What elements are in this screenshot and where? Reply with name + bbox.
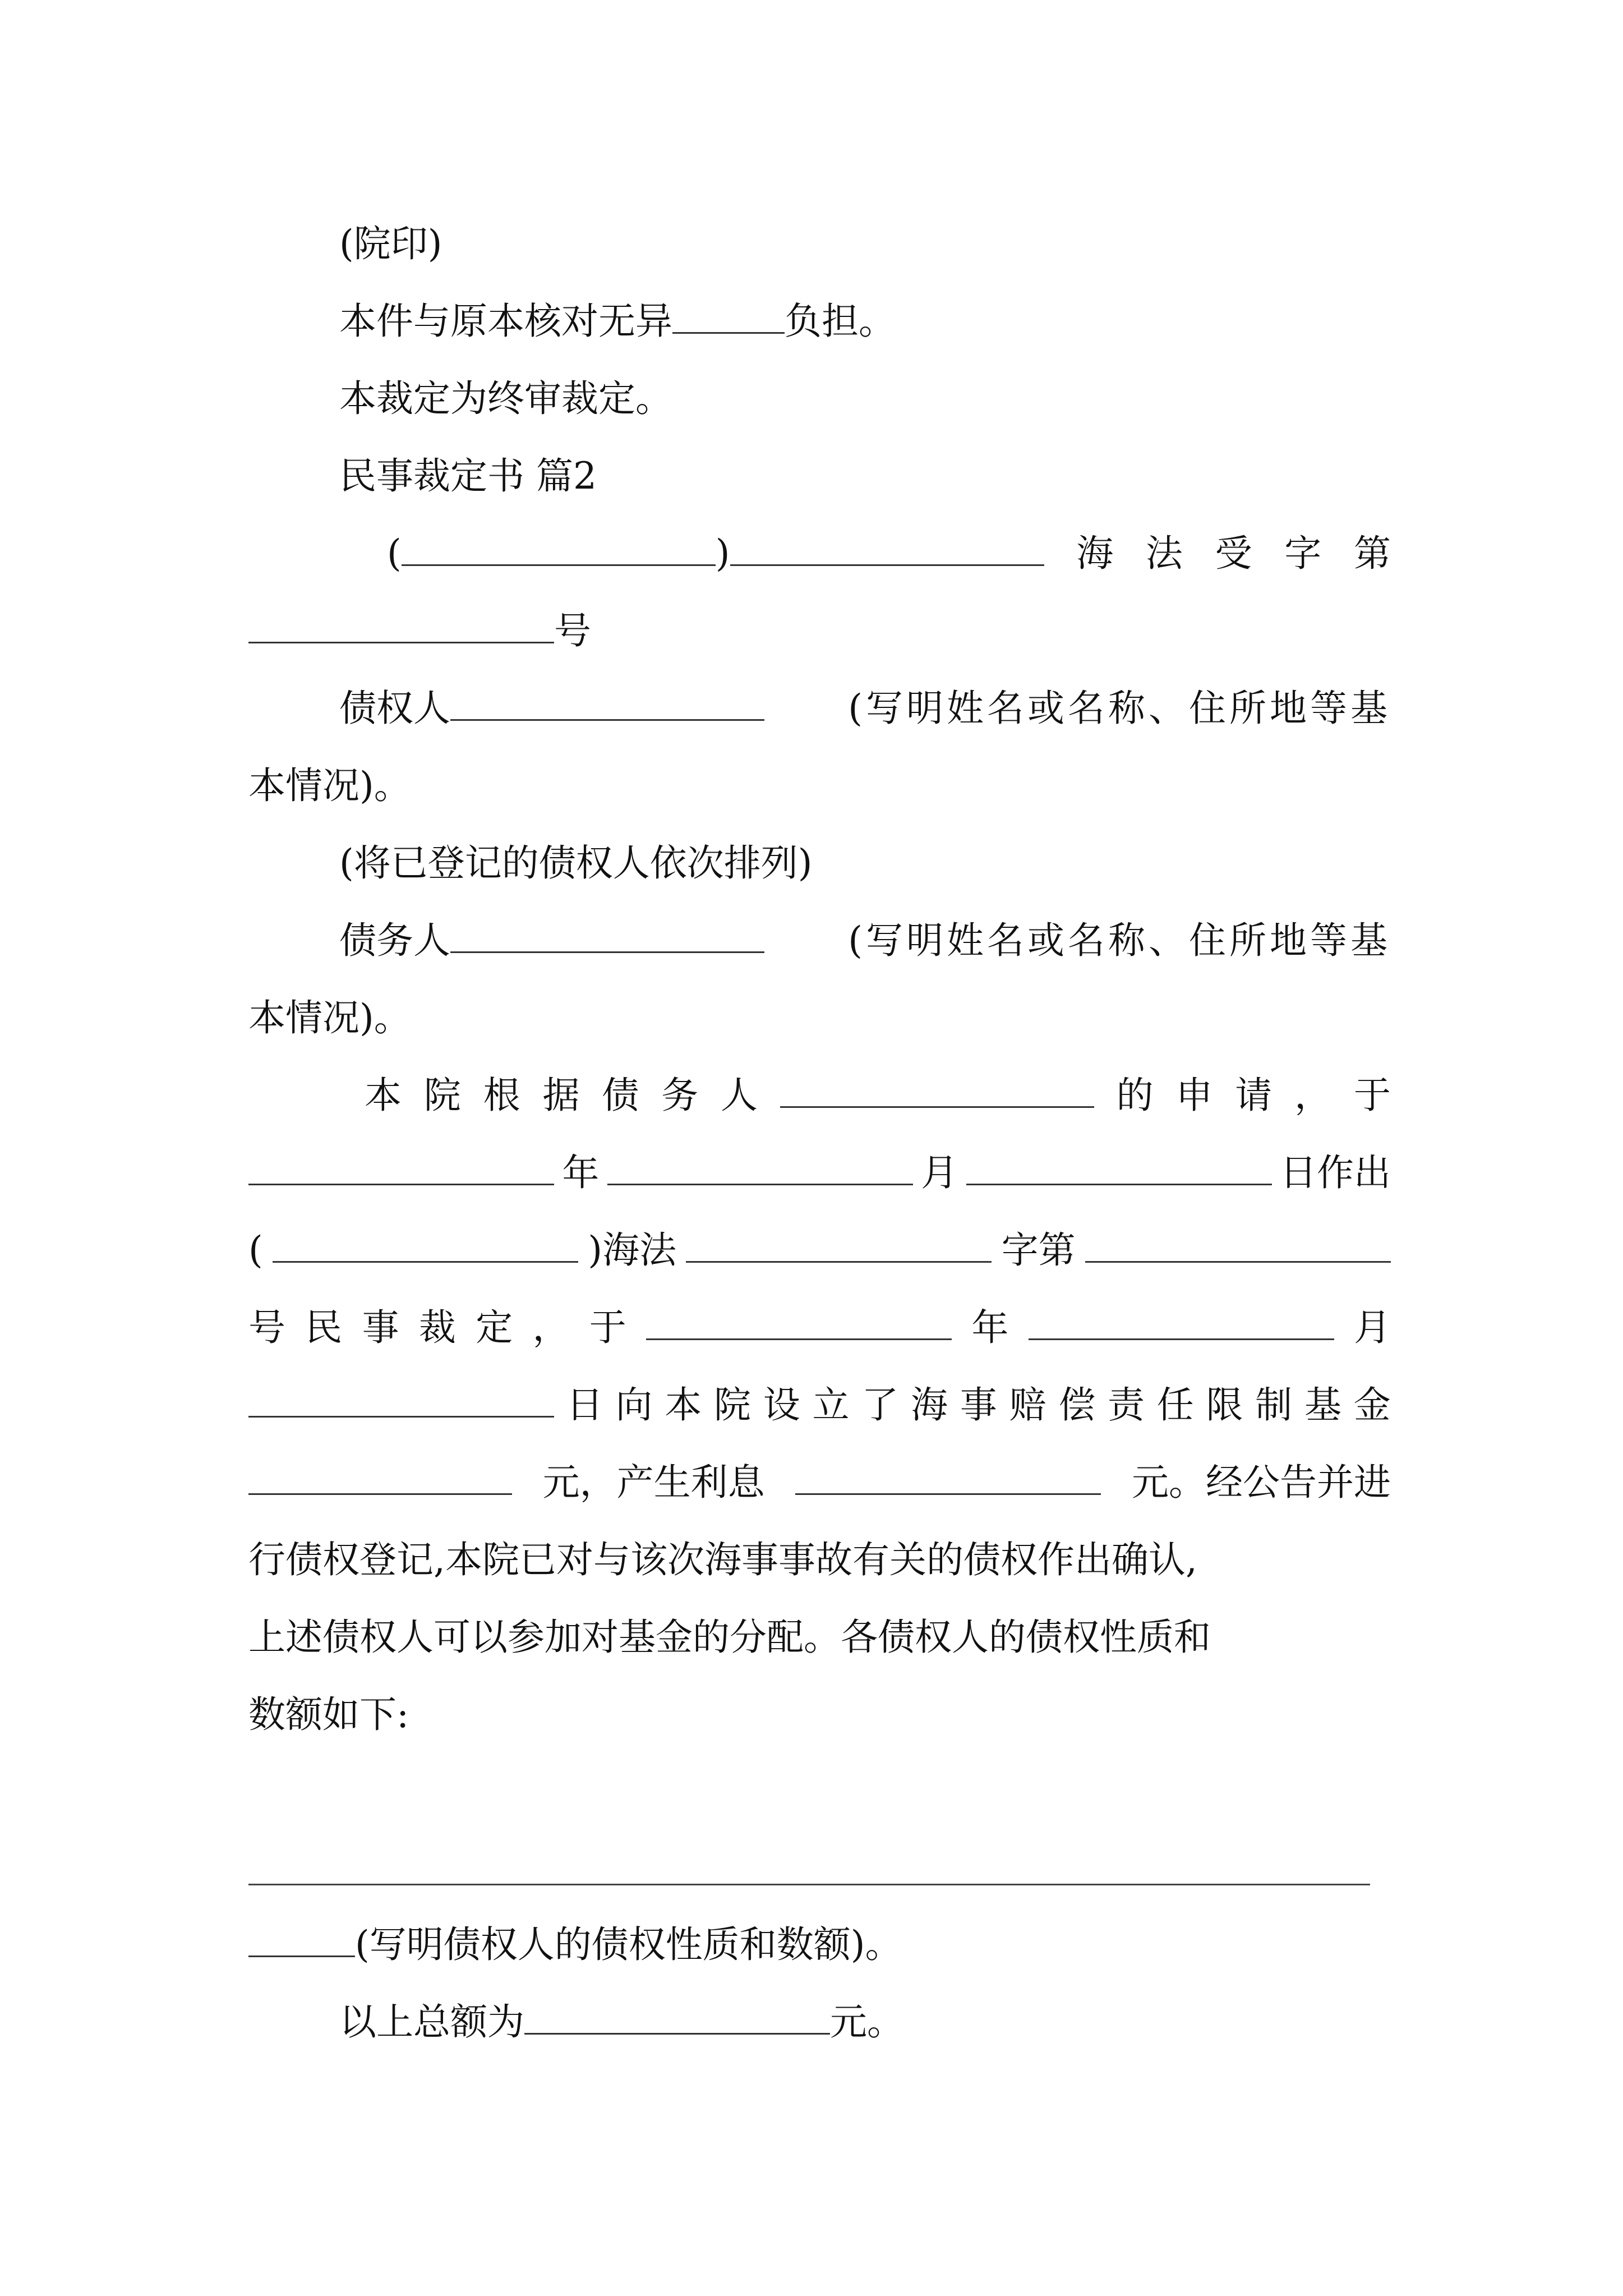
blank-field[interactable] [1029,1305,1334,1340]
char: 海 [1076,532,1114,575]
ruling-date-line [248,1148,1391,1198]
case-number-line [387,528,1391,579]
paragraph-text: 上述债权人可以参加对基金的分配。各债权人的债权性质和 [248,1616,1211,1659]
blank-field[interactable] [248,1460,512,1495]
char: 责 [1108,1383,1145,1427]
char: 受 [1215,532,1252,575]
open-paren: ( [387,532,402,575]
blank-field[interactable] [607,1150,913,1185]
debtor-instruction: (写明姓名或名称、住所地等基 [848,919,1391,962]
final-ruling-line [339,374,672,424]
paragraph-line [248,1612,1211,1663]
blank-field[interactable] [248,1150,554,1185]
fund-amount-line [248,1457,1391,1508]
paragraph-line [248,1690,409,1740]
blank-field[interactable] [450,685,764,721]
creditor-label-group [339,683,764,734]
fund-date-line [248,1303,1391,1353]
char: 第 [1353,532,1391,575]
char: 立 [812,1383,850,1427]
open-paren: ( [248,1228,263,1272]
blank-field[interactable] [273,1227,578,1263]
close-paren: ) [715,532,730,575]
char: 申 [1175,1074,1213,1117]
debtor-label: 债务人 [339,919,450,962]
burden-text: 负担。 [785,300,896,343]
blank-field[interactable] [1085,1227,1391,1263]
char: 院 [423,1074,461,1117]
creditor-line [339,683,1391,734]
char: 向 [615,1383,653,1427]
section-heading-text: 民事裁定书 篇2 [339,454,597,498]
creditor-order-text: (将已登记的债权人依次排列) [339,841,813,885]
case-number-prefix [387,528,1044,579]
day-made-label: 日作出 [1279,1151,1391,1194]
char: 定 [476,1306,513,1349]
debtor-instruction-cont: 本情况)。 [248,996,411,1039]
blank-field[interactable] [672,298,785,334]
blank-field[interactable] [966,1150,1272,1185]
char: 债 [602,1074,639,1117]
char: 偿 [1058,1383,1096,1427]
creditor-line-cont [248,761,411,811]
char: 据 [542,1074,580,1117]
char: 院 [714,1383,751,1427]
application-line [365,1070,1391,1121]
blank-field[interactable] [730,531,1044,566]
char: 赔 [1009,1383,1046,1427]
section-heading [339,451,597,501]
creditor-detail-line [248,1920,902,1970]
year-label: 年 [562,1151,600,1194]
char: ， [532,1306,570,1349]
char: 限 [1206,1383,1243,1427]
char: 号 [248,1306,285,1349]
char: 日 [566,1383,603,1427]
char: 事 [960,1383,997,1427]
paragraph-text: 行债权登记,本院已对与该次海事事故有关的债权作出确认, [248,1538,1197,1581]
paragraph-line [248,1535,1197,1585]
blank-field[interactable] [248,1922,355,1957]
creditor-label: 债权人 [339,687,450,730]
seal-text: (院印) [339,222,442,265]
maritime-court-label: )海法 [588,1228,677,1272]
fund-amount-text: 元，产生利息 [542,1461,765,1504]
char: 事 [362,1306,399,1349]
blank-field[interactable] [780,1073,1094,1108]
total-label: 以上总额为 [339,2000,524,2044]
char: 根 [483,1074,520,1117]
char: 了 [861,1383,899,1427]
currency-unit: 元。 [830,2000,904,2044]
blank-field[interactable] [686,1227,992,1263]
char: 海 [911,1383,948,1427]
char: 任 [1156,1383,1194,1427]
debtor-line [339,915,1391,966]
char: 民 [305,1306,343,1349]
case-number-tail [248,606,591,656]
char: 法 [1145,532,1183,575]
char: ， [1294,1074,1332,1117]
month-label: 月 [1353,1306,1391,1349]
char: 字 [1284,532,1322,575]
char: 裁 [418,1306,456,1349]
creditor-detail-text: (写明债权人的债权性质和数额)。 [355,1923,902,1966]
month-label: 月 [921,1151,958,1194]
char: 本 [665,1383,702,1427]
char: 人 [720,1074,758,1117]
char: 设 [763,1383,800,1427]
final-ruling-text: 本裁定为终审裁定。 [339,377,672,420]
char: 于 [1353,1074,1391,1117]
court-seal-note [339,219,442,269]
verification-line [339,296,896,347]
char: 基 [1304,1383,1341,1427]
char: 制 [1255,1383,1293,1427]
char: 务 [661,1074,699,1117]
char: 于 [589,1306,626,1349]
ruling-number-line [248,1225,1391,1276]
creditor-order-note [339,838,813,889]
interest-text: 元。经公告并进 [1131,1461,1391,1504]
total-line [339,1997,904,2047]
char: 金 [1353,1383,1391,1427]
blank-field[interactable] [646,1305,952,1340]
verification-text: 本件与原本核对无异 [339,300,672,343]
blank-field[interactable] [248,1382,554,1418]
blank-field[interactable] [450,918,764,953]
blank-field[interactable] [402,531,716,566]
debtor-line-cont [248,993,411,1043]
char: 请 [1235,1074,1272,1117]
blank-field[interactable] [524,1999,830,2035]
year-label: 年 [971,1306,1009,1349]
blank-field[interactable] [248,608,554,643]
long-blank-line[interactable] [248,1884,1370,1885]
number-suffix: 号 [554,609,591,652]
creditor-instruction: (写明姓名或名称、住所地等基 [848,687,1391,730]
fund-established-line [248,1380,1391,1430]
paragraph-text: 数额如下: [248,1693,409,1736]
blank-field[interactable] [795,1460,1101,1495]
char: 本 [365,1074,402,1117]
debtor-label-group [339,915,764,966]
character-number-label: 字第 [1001,1228,1076,1272]
char: 的 [1116,1074,1154,1117]
creditor-instruction-cont: 本情况)。 [248,764,411,807]
